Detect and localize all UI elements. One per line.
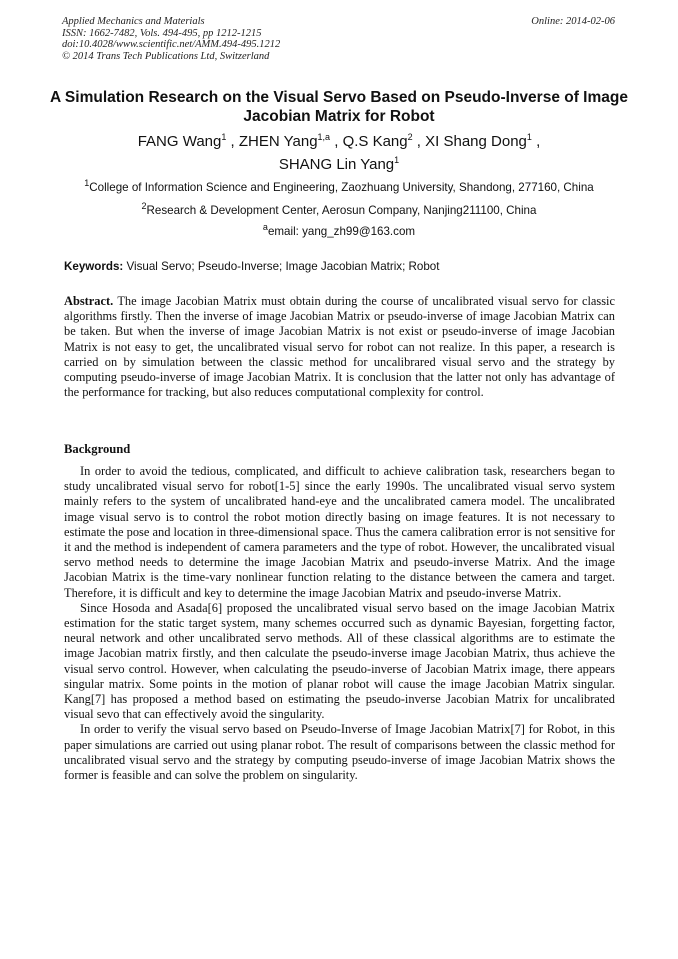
- paragraph: In order to avoid the tedious, complicated, and difficult to achieve calibration task, researchers began to study uncalibrated visual servo for robot[1-5] since the early 1990s. The uncalibrated visual servo system mainly refers to the system of uncalibrated hand-eye and the uncalibrated camera model. The uncalibrated image visual servo is to control the robot motion directly basing on image features. It is not necessary to estimate the pose and location in three-dimensional space. Thus the camera calibration error is not sensitive for it and the method is independent of camera parameters and the type of robot. However, the uncalibrated visual servo method needs to determine the image Jacobian Matrix and pseudo-inverse Matrix. And the image Jacobian Matrix is the time-vary nonlinear function relating to the distance between the camera and target. Therefore, it is difficult and key to determine the image Jacobian Matrix and pseudo-inverse Matrix.: [64, 464, 615, 600]
- author: XI Shang Dong$^1$ ,: [425, 132, 541, 150]
- section-heading-background: Background: [64, 442, 131, 456]
- affiliation-2: $^2$Research & Development Center, Aerosun Company, Nanjing211100, China: [141, 201, 537, 217]
- background-body: [64, 464, 615, 783]
- journal-name: Applied Mechanics and Materials: [62, 16, 205, 27]
- author-list: [40, 130, 638, 176]
- abstract-text: The image Jacobian Matrix must obtain during the course of uncalibrated visual servo for classic algorithms firstly. Then the inverse of image Jacobian Matrix or pseudo-inverse of image Jacobian Matrix can be taken. But when the inverse of image Jacobian Matrix is not exist or pseudo-inverse of image Jacobian Matrix is not easy to get, the uncalibrated visual servo for robot can not realize. In this paper, a research is carried on by simulation between the classic method for uncalibrared visual servo and the strategy by computing pseudo-inverse of image Jacobian Matrix. It is conclusion that the latter not only has advantage of the performance for tracking, but also reduces computational complexity for control.: [64, 294, 615, 400]
- abstract: [64, 294, 615, 400]
- paragraph: Since Hosoda and Asada[6] proposed the uncalibrated visual servo based on the image Jacobian Matrix estimation for the static target system, many schemes occurred such as dynamic Bayesian, forgetting factor, neural network and other uncalibrated servo methods. All of these classical algorithms are to estimate the image Jacobian matrix firstly, and then calculate the pseudo-inverse image Jacobian Matrix, thus achieve the visual servo control. However, when calculating the pseudo-inverse of Jacobian Matrix image, there appears singular matrix. Some points in the motion of planar robot will cause the image Jacobian Matrix singular. Kang[7] has proposed a method based on estimating the pseudo-inverse Jacobian Matrix for uncalibrated visual sevo that can effectively avoid the singularity.: [64, 600, 615, 722]
- keywords: [64, 260, 614, 274]
- journal-header: [62, 16, 615, 62]
- issn-line: ISSN: 1662-7482, Vols. 494-495, pp 1212-1215: [62, 27, 262, 39]
- paragraph: In order to verify the visual servo based on Pseudo-Inverse of Image Jacobian Matrix[7] for Robot, in this paper simulations are carried out using planar robot. The result of comparisons between the classic method for uncalibrated visual servo and the strategy by computing pseudo-inverse of image Jacobian Matrix shows the former is feasible and can solve the problem on singularity.: [64, 722, 615, 783]
- online-date: Online: 2014-02-06: [531, 16, 615, 27]
- doi-line: doi:10.4028/www.scientific.net/AMM.494-495.1212: [62, 39, 281, 51]
- copyright-line: © 2014 Trans Tech Publications Ltd, Switzerland: [62, 50, 270, 62]
- author: Q.S Kang$^2$ ,: [342, 132, 421, 150]
- abstract-label: Abstract.: [64, 294, 114, 308]
- author: ZHEN Yang$^{1,a}$ ,: [238, 132, 339, 150]
- keywords-text: Visual Servo; Pseudo-Inverse; Image Jacobian Matrix; Robot: [123, 260, 440, 273]
- author: SHANG Lin Yang$^1$: [278, 155, 400, 173]
- author: FANG Wang$^1$ ,: [137, 132, 235, 150]
- author-email: $^a$email: yang_zh99@163.com: [262, 222, 416, 238]
- keywords-label: Keywords:: [64, 260, 124, 273]
- paper-title: A Simulation Research on the Visual Servo Based on Pseudo-Inverse of Image Jacobian Matrix for Robot: [50, 89, 628, 125]
- affiliation-1: $^1$College of Information Science and Engineering, Zaozhuang University, Shandong, 277160, China: [84, 178, 594, 194]
